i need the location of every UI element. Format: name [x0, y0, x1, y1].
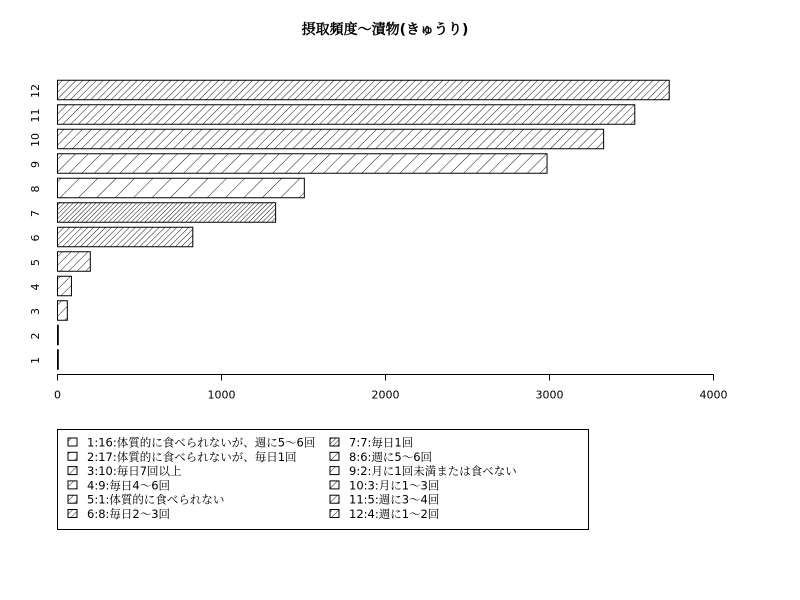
bar-10 [58, 129, 604, 149]
y-tick-label: 9 [29, 161, 42, 168]
legend-entry: 11:5:週に3〜4回 [349, 492, 440, 507]
legend [58, 430, 589, 530]
y-tick-label: 4 [29, 283, 42, 291]
y-tick-label: 12 [29, 84, 42, 98]
legend-swatch [68, 438, 77, 446]
bar-3 [58, 301, 68, 321]
chart-title: 摂取頻度〜漬物(きゅうり) [301, 22, 469, 38]
legend-swatch [68, 452, 77, 460]
legend-swatch [330, 481, 339, 489]
y-tick-label: 10 [29, 133, 42, 147]
y-tick-label: 3 [29, 308, 42, 315]
bars-group [58, 80, 670, 369]
bar-1 [58, 350, 59, 370]
x-tick-label: 3000 [535, 388, 564, 402]
x-tick-label: 0 [54, 388, 61, 402]
x-tick-label: 4000 [699, 388, 728, 402]
legend-entry: 7:7:毎日1回 [349, 435, 414, 450]
legend-swatch [68, 481, 77, 489]
x-tick-label: 2000 [371, 388, 400, 402]
bar-7 [58, 203, 276, 223]
bar-5 [58, 252, 91, 272]
bar-8 [58, 178, 305, 198]
legend-entry: 5:1:体質的に食べられない [87, 492, 225, 507]
legend-entry: 3:10:毎日7回以上 [87, 464, 182, 479]
legend-entry: 2:17:体質的に食べられないが、毎日1回 [87, 449, 297, 464]
legend-entry: 6:8:毎日2〜3回 [87, 507, 171, 521]
legend-swatch [68, 495, 77, 503]
bar-2 [58, 325, 59, 345]
bar-12 [58, 80, 670, 100]
legend-swatch [330, 495, 339, 503]
legend-swatch [330, 452, 339, 460]
legend-entry: 12:4:週に1〜2回 [349, 507, 440, 521]
y-tick-label: 5 [29, 259, 42, 266]
y-tick-label: 6 [29, 234, 42, 242]
y-tick-label: 11 [29, 108, 42, 123]
legend-swatch [330, 467, 339, 475]
bar-11 [58, 105, 635, 125]
legend-swatch [330, 438, 339, 446]
legend-entry: 8:6:週に5〜6回 [349, 449, 433, 464]
y-tick-label: 8 [29, 185, 42, 193]
legend-entry: 1:16:体質的に食べられないが、週に5〜6回 [87, 435, 316, 450]
bar-6 [58, 227, 193, 247]
bar-4 [58, 276, 72, 296]
y-tick-label: 7 [29, 210, 42, 217]
y-axis [29, 84, 58, 364]
legend-entry: 9:2:月に1回未満または食べない [349, 464, 517, 479]
legend-entry: 4:9:毎日4〜6回 [87, 478, 171, 493]
x-tick-label: 1000 [207, 388, 236, 402]
legend-swatch [68, 467, 77, 475]
legend-swatch [330, 510, 339, 518]
legend-swatch [68, 510, 77, 518]
y-tick-label: 1 [29, 357, 42, 364]
legend-entry: 10:3:月に1〜3回 [349, 478, 440, 493]
x-axis [54, 375, 728, 402]
y-tick-label: 2 [29, 332, 42, 340]
bar-9 [58, 154, 548, 174]
